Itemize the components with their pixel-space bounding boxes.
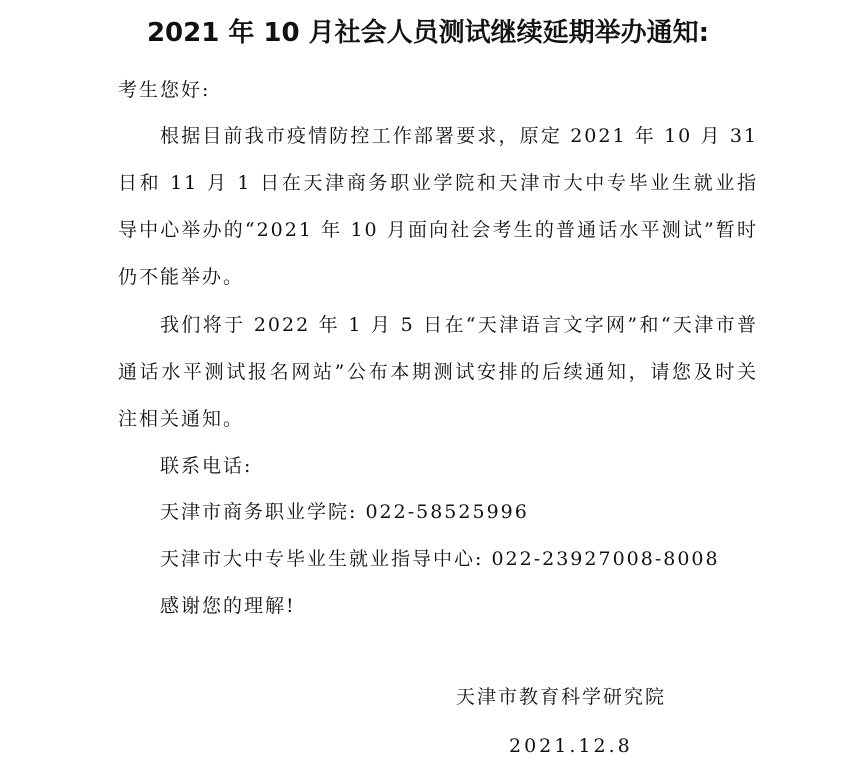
paragraph-postponement: 根据目前我市疫情防控工作部署要求，原定 2021 年 10 月 31 日和 11 月 1 日在天津商务职业学院和天津市大中专毕业生就业指导中心举办的“2021 年 10 月面向社会考生的普通话水平测试”暂时仍不能举办。 [118,125,758,288]
thanks-line: 感谢您的理解! [160,595,296,617]
notice-date: 2021.12.8 [509,735,633,757]
contact-line-commerce-college: 天津市商务职业学院: 022-58525996 [160,501,529,523]
contact-line-employment-center: 天津市大中专毕业生就业指导中心: 022-23927008-8008 [160,548,720,570]
salutation: 考生您好: [118,79,211,101]
signature-institution: 天津市教育科学研究院 [456,686,667,708]
notice-title: 2021 年 10 月社会人员测试继续延期举办通知: [146,18,710,48]
paragraph-followup-notice: 我们将于 2022 年 1 月 5 日在“天津语言文字网”和“天津市普通话水平测试报名网站”公布本期测试安排的后续通知，请您及时关注相关通知。 [118,314,758,430]
contact-heading: 联系电话: [160,455,253,477]
